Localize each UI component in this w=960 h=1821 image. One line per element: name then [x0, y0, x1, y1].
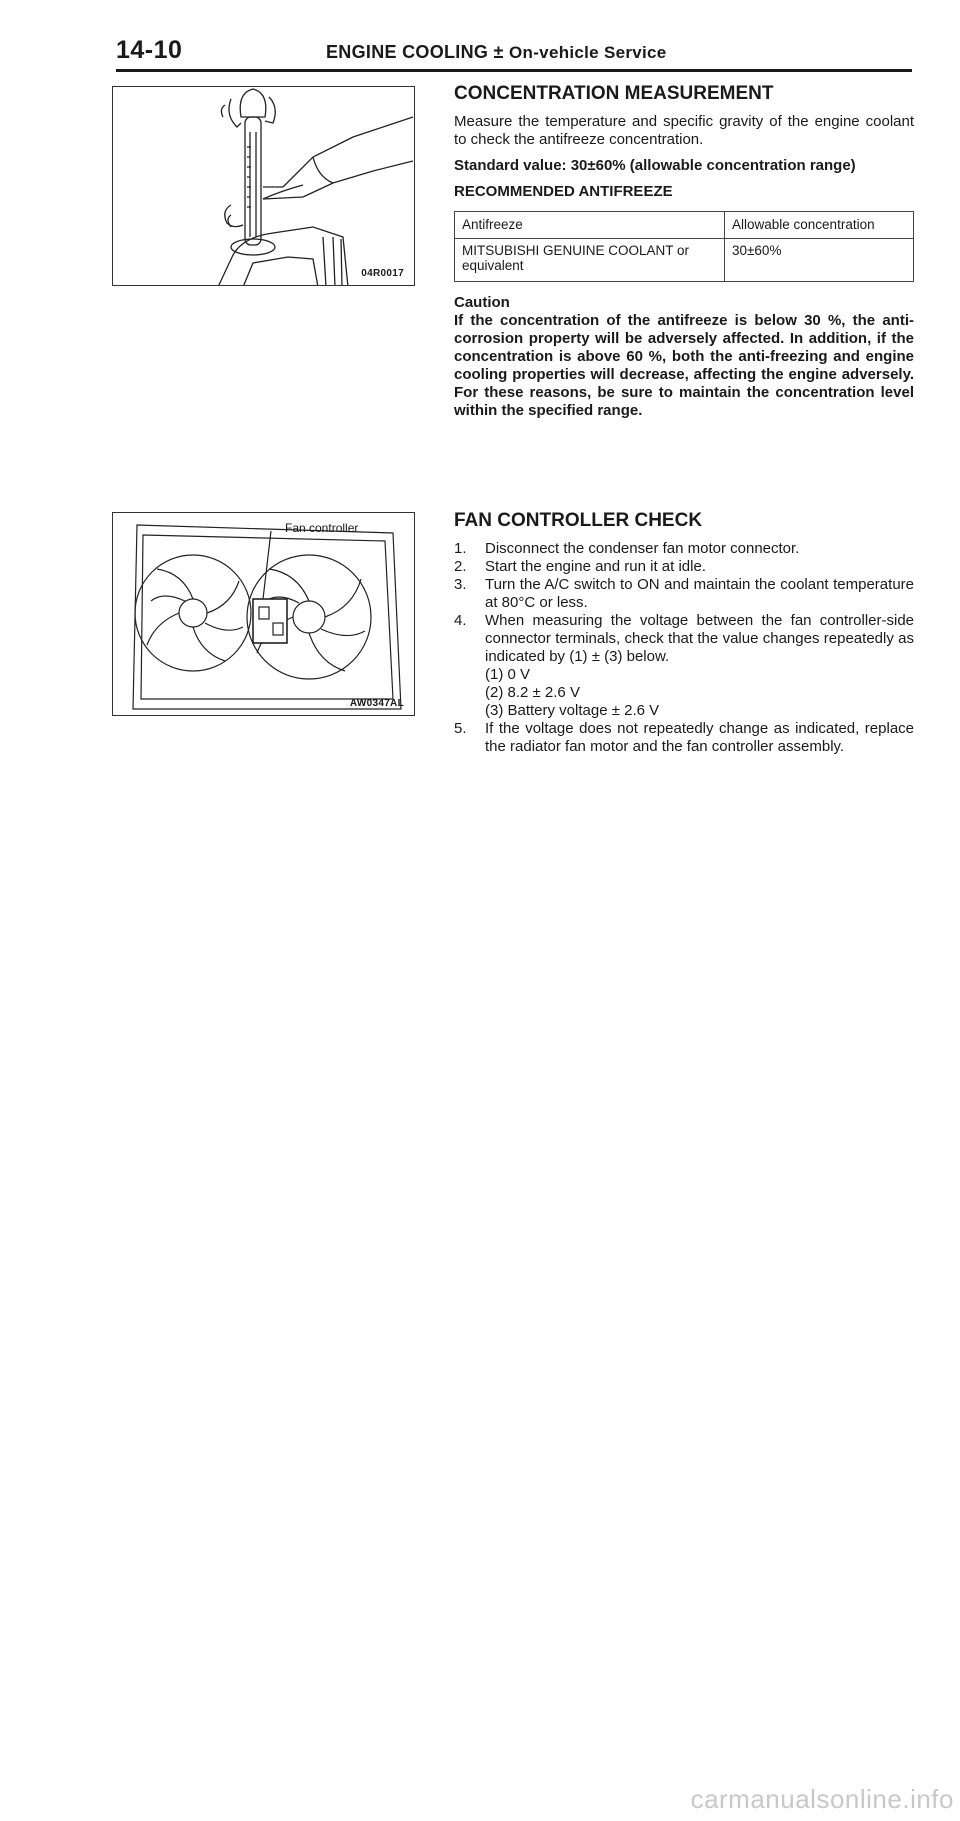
caution-text: If the concentration of the antifreeze is below 30 %, the anti-corrosion property will be adversely affected. In addition, if the concentration is above 60 %, both the anti-freezing and engine cooling properties will decrease, affecting the engine adversely. For these reasons, be sure to maintain the concentration level within the specified range.: [454, 312, 914, 419]
figure-fan-controller: [112, 512, 415, 716]
step-number: 3.: [454, 576, 467, 593]
section-subtitle: On-vehicle Service: [509, 43, 667, 62]
recommended-heading: RECOMMENDED ANTIFREEZE: [454, 183, 673, 200]
section-title-main: ENGINE COOLING ±: [326, 42, 504, 62]
step-number: 2.: [454, 558, 467, 575]
step-number: 5.: [454, 720, 467, 737]
standard-value: Standard value: 30±60% (allowable concentration range): [454, 157, 856, 174]
step-text: Start the engine and run it at idle.: [485, 558, 706, 575]
table-header-concentration: Allowable concentration: [725, 212, 914, 239]
step-item: [454, 612, 914, 720]
table-header-antifreeze: Antifreeze: [455, 212, 725, 239]
fan-check-heading: FAN CONTROLLER CHECK: [454, 510, 703, 531]
watermark: carmanualsonline.info: [690, 1784, 954, 1814]
table-row: [455, 239, 914, 282]
section-title: [326, 42, 667, 63]
step-text: When measuring the voltage between the fan controller-side connector terminals, check that the value changes repeatedly as indicated by (1) ± (3) below.: [485, 612, 914, 665]
table-header-row: [455, 212, 914, 239]
voltage-values: [485, 666, 914, 720]
caution-title: Caution: [454, 294, 510, 311]
step-text: If the voltage does not repeatedly change as indicated, replace the radiator fan motor and the fan controller assembly.: [485, 720, 914, 755]
fan-controller-illustration: [113, 513, 415, 716]
figure-code: 04R0017: [361, 268, 404, 279]
concentration-intro: Measure the temperature and specific gravity of the engine coolant to check the antifreeze concentration.: [454, 113, 914, 148]
concentration-heading: CONCENTRATION MEASUREMENT: [454, 83, 774, 104]
figure-hydrometer: [112, 86, 415, 286]
step-item: [454, 540, 914, 558]
page-header: [116, 34, 912, 72]
voltage-value: (3) Battery voltage ± 2.6 V: [485, 702, 660, 719]
hydrometer-illustration: [113, 87, 415, 286]
step-item: [454, 720, 914, 756]
table-cell-concentration: 30±60%: [725, 239, 914, 282]
fan-check-section: [454, 510, 914, 756]
figure-code: AW0347AL: [349, 698, 404, 709]
step-number: 4.: [454, 612, 467, 629]
fan-controller-label: Fan controller: [285, 521, 359, 535]
antifreeze-table: [454, 211, 914, 282]
fan-check-steps: [454, 540, 914, 756]
step-text: Disconnect the condenser fan motor connector.: [485, 540, 800, 557]
step-item: [454, 576, 914, 612]
voltage-value: (1) 0 V: [485, 666, 531, 683]
step-number: 1.: [454, 540, 467, 557]
table-cell-antifreeze: MITSUBISHI GENUINE COOLANT or equivalent: [455, 239, 725, 282]
step-item: [454, 558, 914, 576]
page-number: 14-10: [116, 36, 183, 64]
step-text: Turn the A/C switch to ON and maintain the coolant temperature at 80°C or less.: [485, 576, 914, 611]
concentration-section: [454, 83, 914, 420]
voltage-value: (2) 8.2 ± 2.6 V: [485, 684, 580, 701]
